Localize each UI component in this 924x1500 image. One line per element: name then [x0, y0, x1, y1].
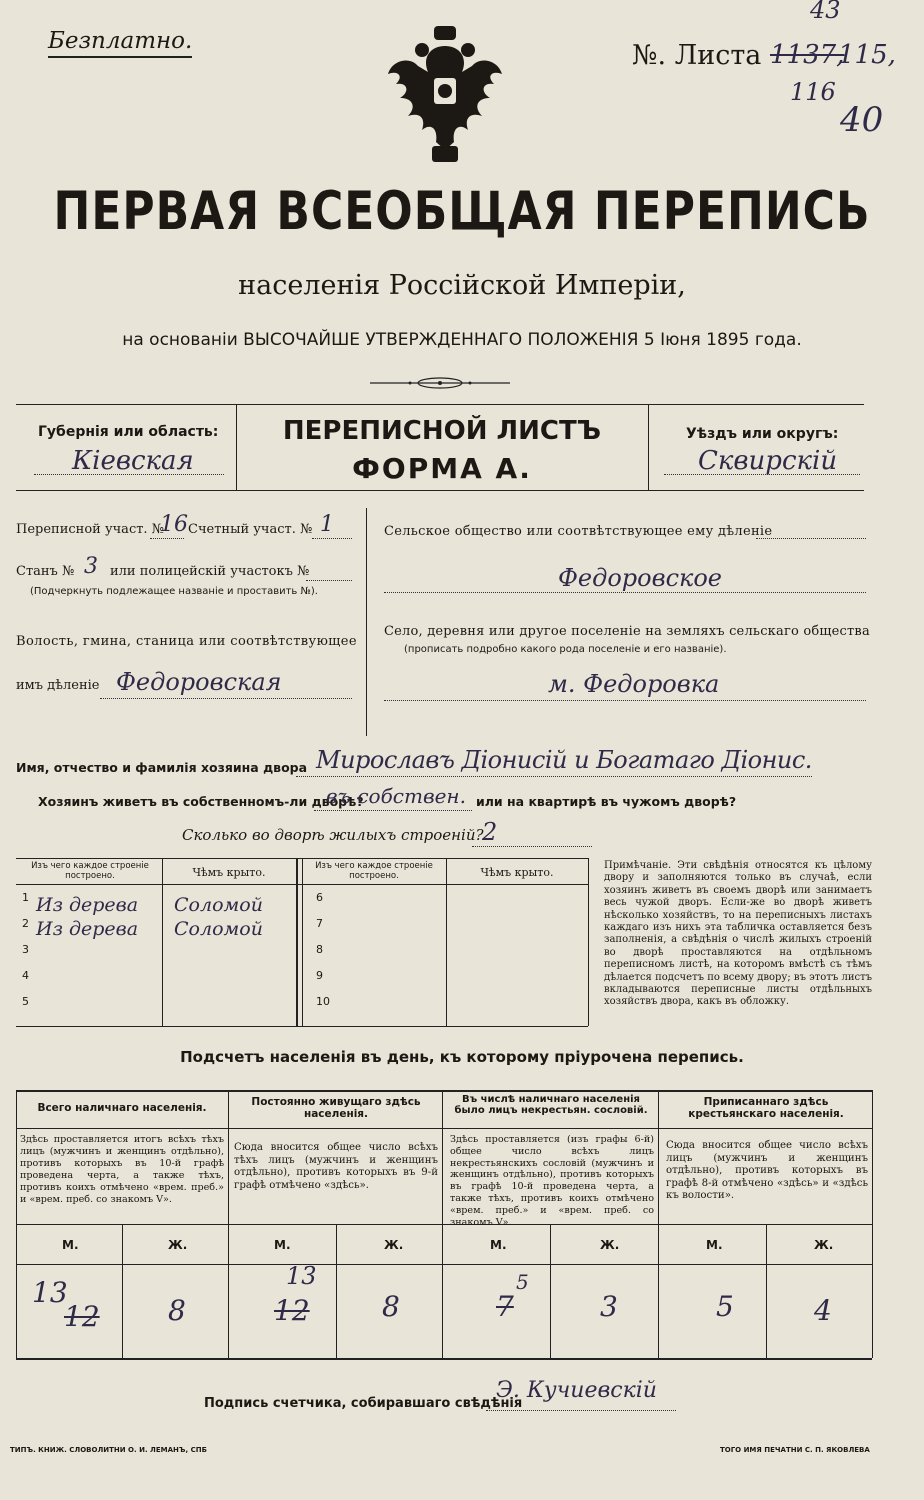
volost-label-2: имъ дѣленіе: [16, 678, 100, 693]
perepisnoi-label: Переписной участ. №: [16, 522, 164, 537]
stan-value: 3: [84, 554, 98, 579]
sheet-number-hand-top: 43: [810, 0, 841, 24]
schetny-value: 1: [320, 512, 334, 537]
owner-lives-label-2: или на квартирѣ въ чужомъ дворѣ?: [476, 794, 737, 809]
selskoe-label: Сельское общество или соотвѣтствующее ему дѣленіе: [384, 524, 773, 539]
pop-m-value: 13: [286, 1262, 317, 1290]
basis-line: на основаніи ВЫСОЧАЙШЕ УТВЕРЖДЕННАГО ПОЛОЖЕНІЯ 5 Іюня 1895 года.: [122, 330, 802, 350]
row-num: 10: [316, 995, 330, 1008]
pop-col-head: Постоянно живущаго здѣсь населенія.: [251, 1096, 421, 1120]
pop-m-struck: 12: [274, 1294, 310, 1327]
col-roof-left: Чѣмъ крыто.: [192, 866, 266, 879]
selo-value: м. Федоровка: [548, 670, 720, 698]
row-num: 4: [22, 969, 29, 982]
pop-m-value: 13: [32, 1276, 68, 1309]
owner-name-label: Имя, отчество и фамилія хозяина двора: [16, 760, 308, 775]
volost-value: Федоровская: [116, 668, 282, 696]
pop-m-label: М.: [62, 1238, 79, 1252]
row-num: 2: [22, 917, 29, 930]
selo-note: (прописать подробно какого рода поселеніе и его названіе).: [404, 644, 727, 655]
pop-zh-label: Ж.: [814, 1238, 834, 1252]
buildings-note: Примѣчаніе. Эти свѣдѣнія относятся къ цѣлому двору и заполняются только въ случаѣ, если хозяинъ живетъ въ своемъ дворѣ или занимаетъ весь чужой дворъ. Если-же во дворѣ живетъ нѣсколько хозяйствъ, то на переписныхъ листахъ каждаго изъ нихъ эта табличка оставляется безъ заполненія, а свѣдѣнія о числѣ жилыхъ строеній во дворѣ проставляются на отдѣльномъ переписномъ листѣ, на которомъ вмѣстѣ съ тѣмъ дѣлается подсчетъ по всему двору; въ этотъ листъ вкладываются переписные листы отдѣльныхъ хозяйствъ двора, какъ въ обложку.: [604, 860, 872, 1008]
pop-col-head: Въ числѣ наличнаго населенія было лицъ некрестьян. сословій.: [454, 1094, 648, 1116]
gubernia-label: Губернія или область:: [38, 424, 219, 440]
row-num: 9: [316, 969, 323, 982]
volost-label: Волость, гмина, станица или соотвѣтствующее: [16, 634, 357, 649]
census-title: ПЕРВАЯ ВСЕОБЩАЯ ПЕРЕПИСЬ: [53, 180, 871, 243]
stan-note: (Подчеркнуть подлежащее названіе и проставить №).: [30, 586, 318, 597]
row-num: 3: [22, 943, 29, 956]
pop-m-struck: 12: [64, 1300, 100, 1333]
ornament-divider: [370, 376, 510, 390]
col-material-left: Изъ чего каждое строеніе построено.: [31, 861, 149, 881]
row-num: 1: [22, 891, 29, 904]
pop-m-label: М.: [706, 1238, 723, 1252]
pop-m-label: М.: [274, 1238, 291, 1252]
col-material-right: Изъ чего каждое строеніе построено.: [315, 861, 433, 881]
owner-name-value: Мирославъ Дiонисiй и Богатаго Дiонис.: [316, 746, 812, 774]
pop-col-desc: Сюда вносится общее число всѣхъ тѣхъ лицъ (мужчинъ и женщинъ отдѣльно), противъ которыхъ въ 9-й графѣ отмѣчено «здѣсь».: [234, 1142, 438, 1191]
form-subtitle: ФОРМА А.: [352, 452, 532, 485]
pop-zh-value: 3: [600, 1290, 618, 1323]
pop-m-struck: 7: [496, 1290, 514, 1323]
selo-label: Село, деревня или другое поселеніе на земляхъ сельскаго общества: [384, 624, 870, 639]
owner-lives-label: Хозяинъ живетъ въ собственномъ-ли дворѣ?: [38, 794, 364, 809]
sheet-number-hand-3: 40: [840, 100, 884, 140]
pop-m-value: 5: [716, 1290, 734, 1323]
pop-zh-label: Ж.: [600, 1238, 620, 1252]
selskoe-value: Федоровское: [558, 564, 722, 592]
pop-zh-label: Ж.: [384, 1238, 404, 1252]
gubernia-value: Кiевская: [72, 446, 194, 476]
buildings-label: Сколько во дворѣ жилыхъ строеній?: [182, 826, 484, 844]
pop-col-desc: Здѣсь проставляется итогъ всѣхъ тѣхъ лицъ (мужчинъ и женщинъ отдѣльно), противъ которыхъ въ 10-й графѣ проведена черта, а также тѣхъ, противъ коихъ отмѣчено «врем. преб.» и «врем. преб. со знакомъ V».: [20, 1134, 224, 1205]
stan-label: Станъ №: [16, 564, 75, 579]
uezd-label: Уѣздъ или округъ:: [686, 426, 839, 442]
imperial-eagle-emblem: [370, 26, 520, 166]
row-num: 8: [316, 943, 323, 956]
pop-m-value: 5: [516, 1270, 529, 1294]
free-label: Безплатно.: [48, 28, 192, 58]
pop-m-label: М.: [490, 1238, 507, 1252]
uezd-value: Сквирскiй: [698, 446, 838, 476]
row-material: Из дерева: [36, 894, 139, 916]
pop-col-head: Приписаннаго здѣсь крестьянскаго населенія.: [688, 1096, 844, 1120]
row-num: 7: [316, 917, 323, 930]
pop-zh-value: 8: [382, 1290, 400, 1323]
owner-lives-value: въ собствен.: [326, 784, 466, 808]
pop-col-desc: Здѣсь проставляется (изъ графы 6-й) общее число всѣхъ лицъ некрестьянскихъ сословій (мужчинъ и женщинъ отдѣльно), противъ которыхъ въ графѣ 10-й проведена черта, а также тѣхъ, противъ коихъ отмѣчено «врем. преб.» и «врем. преб. со знакомъ V».: [450, 1134, 654, 1228]
sheet-number-hand-2: 116: [790, 78, 836, 106]
row-num: 5: [22, 995, 29, 1008]
perepisnoi-value: 16: [160, 512, 188, 537]
row-num: 6: [316, 891, 323, 904]
row-roof: Соломой: [174, 894, 263, 916]
pop-zh-value: 8: [168, 1294, 186, 1327]
pop-col-desc: Сюда вносится общее число всѣхъ лицъ (мужчинъ и женщинъ отдѣльно), противъ которыхъ въ графѣ 8-й отмѣчено «здѣсь» и «здѣсь къ волости».: [666, 1140, 868, 1201]
signature-label: Подпись счетчика, собиравшаго свѣдѣнія: [204, 1396, 523, 1411]
sheet-number-struck: 1137,: [770, 40, 845, 70]
buildings-value: 2: [482, 818, 498, 846]
police-label: или полицейскій участокъ №: [110, 564, 310, 579]
row-roof: Соломой: [174, 918, 263, 940]
footer-printer-left: ТИПЪ. КНИЖ. СЛОВОЛИТНИ О. И. ЛЕМАНЪ, СПБ: [10, 1446, 207, 1454]
population-title: Подсчетъ населенія въ день, къ которому пріурочена перепись.: [180, 1048, 744, 1066]
pop-col-head: Всего наличнаго населенія.: [37, 1102, 207, 1114]
footer-printer-right: ТОГО ИМЯ ПЕЧАТНИ С. П. ЯКОВЛЕВА: [720, 1446, 870, 1454]
pop-zh-label: Ж.: [168, 1238, 188, 1252]
row-material: Из дерева: [36, 918, 139, 940]
form-title: ПЕРЕПИСНОЙ ЛИСТЪ: [282, 416, 602, 446]
col-roof-right: Чѣмъ крыто.: [480, 866, 554, 879]
sheet-number-hand-1: 115,: [838, 40, 896, 70]
sheet-number-label: №. Листа: [632, 40, 762, 71]
census-subtitle: населенія Россійской Имперіи,: [238, 270, 686, 301]
signature-value: Э. Кучиевскiй: [496, 1378, 657, 1403]
schetny-label: Счетный участ. №: [188, 522, 313, 537]
pop-zh-value: 4: [814, 1294, 832, 1327]
